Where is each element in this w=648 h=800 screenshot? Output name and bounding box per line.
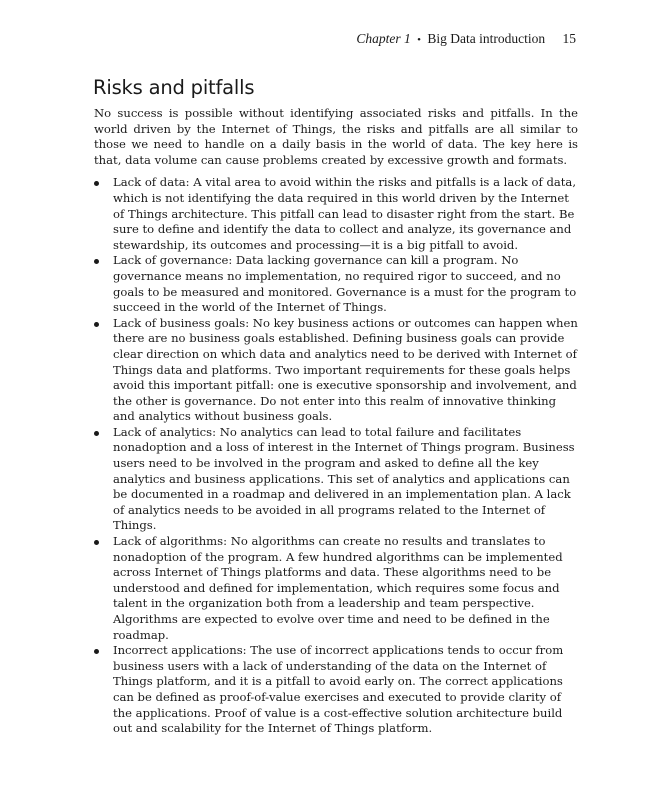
intro-paragraph: No success is possible without identifying associated risks and pitfalls. In the world driven by the Internet of Things, the risks and pitfalls are all similar to those we need to handle on a daily basis in the world of data. The key here is that, data volume can cause problems created by excessive growth and formats. xyxy=(94,106,578,167)
list-item-text: Lack of governance: Data lacking governance can kill a program. No governance means no implementation, no required rigor to succeed, and no goals to be measured and monitored. Governance is a must for the program to succeed in the world of the Internet of Things. xyxy=(113,253,577,315)
bullet-icon xyxy=(94,322,99,327)
list-item-text: Incorrect applications: The use of incorrect applications tends to occur from business users with a lack of understanding of the data on the Internet of Things platform, and it is a pitfall to avoid early on. The correct applications can be defined as proof-of-value exercises and executed to provide clarity of the applications. Proof of value is a cost-effective solution architecture build out and scalability for the Internet of Things platform. xyxy=(113,643,564,736)
header-separator: • xyxy=(417,34,422,46)
bullet-icon xyxy=(94,259,99,264)
page-title: Risks and pitfalls xyxy=(93,76,255,99)
list-item-text: Lack of analytics: No analytics can lead to total failure and facilitates nonadoption and a loss of interest in the Internet of Things program. Business users need to be involved in the program and asked to define all the key analytics and business applications. This set of analytics and applications can be documented in a roadmap and delivered in an implementation plan. A lack of analytics needs to be avoided in all programs related to the Internet of Things. xyxy=(113,424,575,533)
page-number: 15 xyxy=(562,31,576,46)
list-item xyxy=(94,253,578,315)
list-item xyxy=(94,316,578,425)
risk-list xyxy=(94,175,578,736)
list-item xyxy=(94,534,578,643)
list-item-text: Lack of algorithms: No algorithms can create no results and translates to nonadoption of the program. A few hundred algorithms can be implemented across Internet of Things platforms and data. These algorithms need to be understood and defined for implementation, which requires some focus and talent in the organization both from a leadership and team perspective. Algorithms are expected to evolve over time and need to be defined in the roadmap. xyxy=(113,534,563,642)
body-text xyxy=(94,106,578,737)
list-item xyxy=(94,643,578,737)
section-title: Big Data introduction xyxy=(427,31,546,46)
running-header xyxy=(356,31,576,47)
list-item-text: Lack of business goals: No key business actions or outcomes can happen when there are no business goals established. Defining business goals can provide clear direction on which data and analytics need to be derived with Internet of Things data and platforms. Two important requirements for these goals helps avoid this important pitfall: one is executive sponsorship and involvement, and the other is governance. Do not enter into this realm of innovative thinking and analytics without business goals. xyxy=(113,315,578,424)
list-item xyxy=(94,425,578,534)
list-item xyxy=(94,175,578,253)
bullet-icon xyxy=(94,181,99,186)
bullet-icon xyxy=(94,431,99,436)
bullet-icon xyxy=(94,649,99,654)
list-item-text: Lack of data: A vital area to avoid within the risks and pitfalls is a lack of data, which is not identifying the data required in this world driven by the Internet of Things architecture. This pitfall can lead to disaster right from the start. Be sure to define and identify the data to collect and analyze, its governance and stewardship, its outcomes and processing—it is a big pitfall to avoid. xyxy=(113,175,577,252)
bullet-icon xyxy=(94,540,99,545)
chapter-label: Chapter 1 xyxy=(356,31,411,46)
